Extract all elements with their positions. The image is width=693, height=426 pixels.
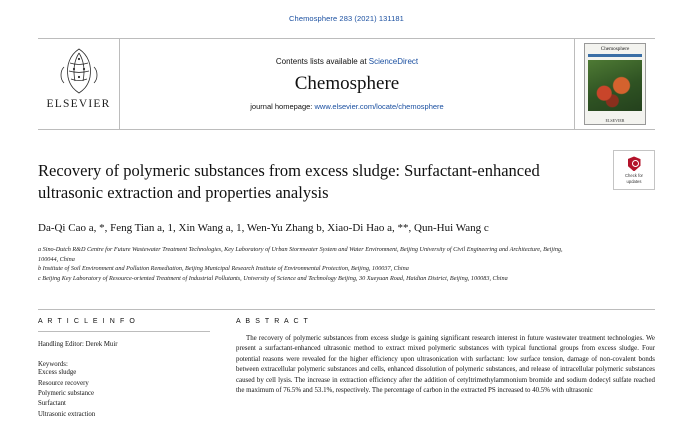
affiliation-item: b Institute of Soil Environment and Pollution Remediation, Beijing Municipal Research Institute of Environmental Protection, Beijing, 100037, China [38, 265, 409, 273]
cover-photo [588, 60, 642, 111]
contents-prefix: Contents lists available at [275, 57, 369, 66]
affiliation-item: c Beijing Key Laboratory of Resource-oriented Treatment of Industrial Pollutants, University of Science and Technology Beijing, 30 Xueyuan Road, Haidian District, Beijing, 100083, China [38, 274, 508, 282]
affiliations [38, 245, 566, 283]
keywords-label: Keywords: [38, 361, 68, 369]
author-list: Da-Qi Cao a, *, Feng Tian a, 1, Xin Wang a, 1, Wen-Yu Zhang b, Xiao-Di Hao a, **, Qun-Hui Wang c [38, 221, 489, 234]
crossmark-icon [628, 156, 641, 171]
abstract-column [236, 318, 655, 420]
crossmark-line1: Check for [625, 173, 643, 179]
journal-center [120, 39, 574, 129]
article-info-column [38, 318, 210, 420]
cover-band [588, 54, 642, 57]
article-info-heading: A R T I C L E I N F O [38, 318, 137, 325]
homepage-line [250, 102, 443, 111]
abstract-heading: A B S T R A C T [236, 318, 310, 325]
crossmark-line2: updates [626, 178, 642, 184]
keyword-item: Ultrasonic extraction [38, 410, 96, 418]
page-title: Recovery of polymeric substances from excess sludge: Surfactant-enhanced ultrasonic extraction and properties analysis [38, 161, 540, 202]
running-head: Chemosphere 283 (2021) 131181 [289, 14, 404, 23]
keyword-item: Resource recovery [38, 379, 89, 387]
crossmark-label [625, 173, 643, 183]
article-body [38, 318, 655, 420]
journal-title: Chemosphere [294, 73, 400, 94]
cover-title: Chemosphere [600, 46, 630, 52]
cover-thumbnail [584, 43, 646, 125]
keyword-item: Polymeric substance [38, 389, 95, 397]
affiliation-item: a Sino-Dutch R&D Centre for Future Wastewater Treatment Technologies, Key Laboratory of Urban Stormwater System and Water Environment, Beijing University of Civil Engineering and Architecture, Beijing, 100044, China [38, 245, 563, 263]
title-block [38, 160, 578, 283]
homepage-link[interactable]: www.elsevier.com/locate/chemosphere [314, 102, 444, 111]
journal-masthead [38, 38, 655, 130]
article-info-rule [38, 331, 210, 332]
elsevier-tree-icon [52, 43, 106, 97]
contents-line [276, 57, 418, 66]
cover-footer: ELSEVIER [605, 118, 625, 123]
sciencedirect-link[interactable]: ScienceDirect [368, 57, 419, 66]
keyword-item: Surfactant [38, 400, 66, 408]
elsevier-wordmark: ELSEVIER [46, 98, 111, 110]
handling-editor: Handling Editor: Derek Muir [38, 341, 118, 348]
keyword-item: Excess sludge [38, 369, 77, 377]
elsevier-logo [38, 39, 120, 129]
abstract-paragraph: The recovery of polymeric substances from excess sludge is gaining significant research interest in future wastewater treatment technologies. We present a surfactant-enhanced ultrasonic method to extract mixed polymeric substances with typical functional groups from excess sludge. Four potential reasons were revealed for the higher efficiency upon ultrasonication with surfactant: low surface tension, damage of non-covalent bonds between extracellular polymeric substances and cells, enhanced dissolution of polymeric substances, and release of intracellular polymeric substances caused by cell lysis. The increase in extraction efficiency after the addition of cetyltrimethylammonium bromide and sodium dodecyl sulfate reached the maximum of 76.5% and 53.1%, respectively. The percentage of carbon in the extracted PS increased to 40.5% with ultrasonic [236, 335, 655, 395]
abstract-text [236, 334, 655, 397]
journal-cover [574, 39, 655, 129]
crossmark-badge[interactable] [613, 150, 655, 190]
section-divider [38, 309, 655, 310]
homepage-prefix: journal homepage: [250, 102, 315, 111]
